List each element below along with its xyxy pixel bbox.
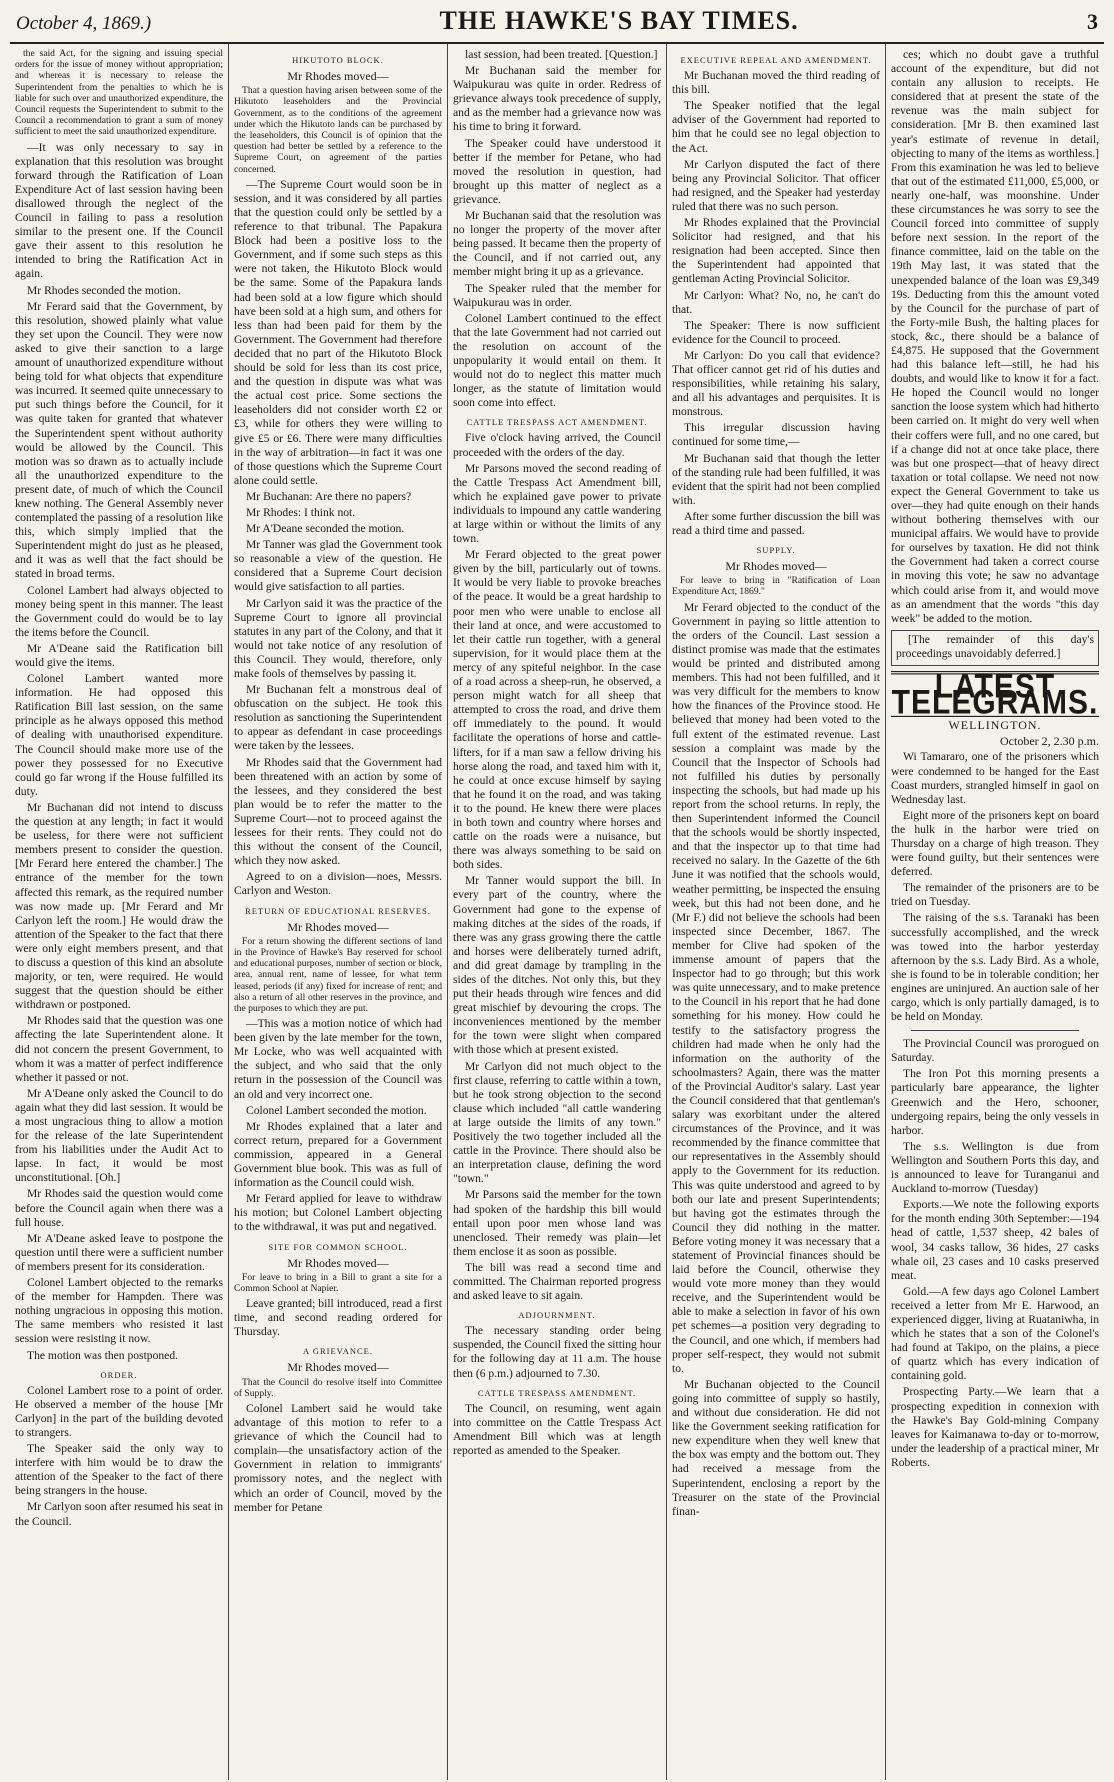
column-4: [667, 44, 886, 1780]
paragraph: Mr Carlyon soon after resumed his seat in the Council.: [15, 1500, 223, 1528]
paragraph: Mr Rhodes said that the question was one affecting the late Superintendent alone. It did not concern the present Government, to whom it was a matter of perfect indifference whether it passed or not.: [15, 1014, 223, 1084]
news-item: The Iron Pot this morning presents a particularly bare appearance, the lighter Greenwich and the Hero, schooner, undergoing repairs, being the only vessels in harbor.: [891, 1067, 1099, 1137]
paragraph: Mr Buchanan said that though the letter of the standing rule had been fulfilled, it was evident that the spirit had not been complied with.: [672, 451, 880, 507]
motion-text: That the Council do resolve itself into Committee of Supply.: [234, 1376, 442, 1399]
paragraph: Colonel Lambert rose to a point of order. He observed a member of the house [Mr Carlyon] in the part of the building devoted to strangers.: [15, 1383, 223, 1439]
deferred-notice: [891, 630, 1099, 666]
paragraph: The motion was then postponed.: [27, 1348, 179, 1362]
paragraph: Mr Buchanan: Are there no papers?: [246, 489, 412, 503]
news-item: Prospecting Party.—We learn that a prospecting expedition in connexion with the Hawke's Bay Gold-mining Company leaves for Kaimanawa to-day or to-morrow, under the leadership of a practical miner, Mr Roberts.: [891, 1385, 1099, 1469]
paragraph: Mr Tanner was glad the Government took so reasonable a view of the question. He considered that a Supreme Court decision would give satisfaction to all parties.: [234, 538, 442, 594]
paragraph: Mr A'Deane seconded the motion.: [246, 522, 405, 536]
paragraph: This irregular discussion having continued for some time,—: [672, 421, 880, 449]
paragraph: Mr Parsons moved the second reading of the Cattle Trespass Act Amendment bill, which he explained gave power to private individuals to impound any cattle wandering at large within or without the limits of any town.: [453, 461, 661, 546]
paragraph: Colonel Lambert objected to the remarks of the member for Hampden. There was nothing ungracious in opposing this motion. The same members who resisted it last session were resisting it now.: [15, 1276, 223, 1346]
column-2: [229, 44, 448, 1780]
paragraph: Mr Buchanan did not intend to discuss the question at any length; in fact it would be useless, for there were not sufficient members present to consider the question. [Mr Ferard here entered the chamber.] The entrance of the member for the town affected this remark, as the required number was now made up. [Mr Ferard and Mr Carlyon left the room.] He would draw the attention of the Speaker to the fact that there were only eight members present, and that to discuss a question of this kind an absolute majority, or ten, were required. He would suggest that the question should be either withdrawn or postponed.: [15, 800, 223, 1012]
news-item: Gold.—A few days ago Colonel Lambert received a letter from Mr E. Harwood, an experienced digger, living at Ruataniwha, in which he states that a son of the Colonel's had found at Takipo, on the plains, a piece of quartz which has every indication of containing gold.: [891, 1284, 1099, 1383]
paragraph: Mr A'Deane asked leave to postpone the question until there were a sufficient number of members present for its consideration.: [15, 1231, 223, 1273]
paragraph: Colonel Lambert said he would take advantage of this motion to refer to a grievance of which the Council had to complain—the unsatisfactory action of the Government in relation to immigrants' promissory notes, and the neglect with which an order of Council, moved by the member for Petane: [234, 1401, 442, 1514]
mover-line: Mr Rhodes moved—: [287, 1255, 389, 1270]
section-heading: HIKUTOTO BLOCK.: [292, 55, 384, 65]
paragraph: Colonel Lambert seconded the motion.: [246, 1103, 427, 1117]
paragraph: Five o'clock having arrived, the Council proceeded with the orders of the day.: [453, 431, 661, 459]
paragraph: Mr Carlyon: What? No, no, he can't do that.: [672, 288, 880, 316]
paragraph: Mr Rhodes explained that the Provincial Solicitor had resigned, and that his resignation had been accepted. Since then the Superintendent had appointed that gentleman Acting Provincial Solicitor.: [672, 216, 880, 286]
paragraph: Mr Ferard objected to the conduct of the Government in paying so little attention to the orders of the Council. Last session a distinct promise was made that the estimates would be printed and distributed among members. This had not been fulfilled, and it was very difficult for the members to know how the finances of the Province stood. He believed that money had been voted to the full extent of the estimated revenue. Last session a complaint was made by the Council that the Inspector of Schools had not fulfilled his duties by personally inspecting the schools, but had made up his report from the school returns. In reply, the then Superintendent informed the Council that the schools would be shortly inspected, and that the inspector up to that time had received no salary. In the Gazette of the 6th June it was notified that the schools would, weather permitting, be inspected the ensuing week, but this had not been done, and he (Mr F.) did not believe the schools had been inspected since December, 1867. The member for Clive had spoken of the immense amount of papers that the Inspector had to go through; but this work was quite unnecessary, and to make pretence to the Council in his report that he had done something for his money. How could he testify to the satisfactory progress the children had made when he only had the information on the authority of the schoolmasters? Again, there was the matter of the Provincial Auditor's salary. Last year the Council considered that that gentleman's salary was exorbitant under the altered circumstances of the Province, and it was recommended by the finance committee that our representatives in the Assembly should apply to the Government for its reduction. This was quite understood and agreed to by both our late and present Superintendents; but having got the estimates through the Council they did nothing in the matter. Before voting money it was necessary that a statement of Provincial finances should be laid before the Council, otherwise they would vote more money than they would receive, and the Superintendent would be able to make a selection in favor of his own pet schemes—a position very degrading to the Council, and one which, if members had proper self-respect, they would not submit to.: [672, 600, 880, 1375]
paragraph: The Speaker could have understood it better if the member for Petane, who had moved the resolution in question, had brought up this matter of neglect as a grievance.: [453, 136, 661, 206]
paragraph: The Speaker said the only way to interfere with him would be to draw the attention of the Speaker to the fact of there being strangers in the house.: [15, 1442, 223, 1498]
issue-date: October 4, 1869.): [16, 13, 152, 34]
telegram-dateline: October 2, 2.30 p.m.: [1000, 734, 1099, 749]
paragraph: The bill was read a second time and committed. The Chairman reported progress and asked leave to sit again.: [453, 1260, 661, 1303]
telegram-item: Eight more of the prisoners kept on board the hulk in the harbor were tried on Thursday on a charge of high treason. They were found guilty, but their sentences were deferred.: [891, 808, 1099, 879]
paragraph: Mr Parsons said the member for the town had spoken of the hardship this bill would entail upon poor men whose land was unenclosed. Their remedy was plain—let them enclose it as soon as possible.: [453, 1188, 661, 1258]
paragraph: Mr Rhodes said the question would come before the Council again when there was a full house.: [15, 1187, 223, 1229]
paragraph: Colonel Lambert had always objected to money being spent in this manner. The least the Government could do would be to lay the items before the Council.: [15, 583, 223, 639]
paragraph: Mr Rhodes seconded the motion.: [27, 283, 181, 297]
paragraph: Mr Tanner would support the bill. In every part of the country, where the Government had gone to the expense of making ditches at the sides of the roads, if there was any grass growing there the cattle and horses were deliberately turned adrift, and did great damage by trampling in the sides of the ditches. Not only this, but they put their heads through wire fences and did great mischief by devouring the crops. The inconveniences mentioned by the member for the town were slight when compared with those which at present existed.: [453, 874, 661, 1057]
mover-line: Mr Rhodes moved—: [287, 919, 389, 934]
motion-text: That a question having arisen between some of the Hikutoto leaseholders and the Provincial Government, as to the conditions of the agreement under which the Hikutoto lands can be purchased by the leaseholders, this Council is of opinion that the question had better be settled by a reference to the Supreme Court, on agreement of the parties concerned.: [234, 85, 442, 175]
section-heading: SITE FOR COMMON SCHOOL.: [268, 1241, 408, 1252]
paragraph: Mr Ferard said that the Government, by this resolution, showed plainly what value they set upon the Council. They were now asked to give their sanction to a large amount of unauthorized expenditure without being told for what objects that expenditure was incurred. It seemed quite unnecessary to put such things before the Council, for it was quite taken for granted that whatever the Superintendent spent without authority would be allowed by the Council. This motion was so drawn as to actually include all the unauthorized expenditure to the present date, of much of which the Council knew nothing. The General Assembly never contemplated the passing of a resolution like this, which simply implied that the Superintendent might do just as he pleased, and it was as well that the fact should be stated in broad terms.: [15, 299, 223, 581]
paragraph: Mr Buchanan said that the resolution was no longer the property of the mover after being passed. It became then the property of the Council, and if not carried out, any member might bring it up as a grievance.: [453, 209, 661, 279]
divider: [911, 1030, 1079, 1031]
column-1: [10, 44, 229, 1780]
paragraph: Mr Rhodes said that the Government had been threatened with an action by some of the lessees, and they considered the best plan would be to refer the matter to the Supreme Court—not to proceed against the lessees for their rents. They could not do this without the consent of the Council, which they now asked.: [234, 755, 442, 868]
section-heading: EXECUTIVE REPEAL AND AMENDMENT.: [680, 55, 872, 65]
masthead: [10, 6, 1104, 44]
newspaper-title: THE HAWKE'S BAY TIMES.: [439, 6, 799, 35]
paragraph: Mr Buchanan said the member for Waipukurau was quite in order. Redress of grievance always took precedence of supply, and as the member had a grievance now was his time to bring it forward.: [453, 64, 661, 134]
paragraph: Leave granted; bill introduced, read a first time, and second reading ordered for Thursday.: [234, 1297, 442, 1339]
news-item: The Provincial Council was prorogued on Saturday.: [891, 1037, 1099, 1065]
paragraph: Mr Rhodes: I think not.: [246, 505, 356, 519]
telegram-place: WELLINGTON.: [948, 718, 1042, 733]
paragraph: The Speaker notified that the legal adviser of the Government had reported to him that he could see no legal objection to the Act.: [672, 99, 880, 155]
section-heading: RETURN OF EDUCATIONAL RESERVES.: [245, 905, 431, 916]
motion-text: For leave to bring in "Ratification of Loan Expenditure Act, 1869.": [672, 575, 880, 598]
paragraph: Mr Carlyon did not much object to the first clause, referring to cattle within a town, but he took strong objection to the second clause which included "all cattle wandering at large outside the limits of any town." Positively the two together included all the cattle in the Province. There should also be an interpretation clause, defining the word "town.": [453, 1059, 661, 1186]
telegrams-heading: LATEST TELEGRAMS.: [891, 667, 1099, 722]
column-5: [886, 44, 1104, 1780]
paragraph: After some further discussion the bill was read a third time and passed.: [672, 509, 880, 537]
paragraph: The Speaker ruled that the member for Waipukurau was in order.: [453, 281, 661, 309]
motion-text: For leave to bring in a Bill to grant a site for a Common School at Napier.: [234, 1271, 442, 1294]
section-heading: A GRIEVANCE.: [303, 1346, 373, 1357]
paragraph: —It was only necessary to say in explanation that this resolution was brought forward through the Ratification of Loan Expenditure Act of last session having been disallowed through the neglect of the Council in failing to pass a resolution similar to the present one. If the Council gave their assent to this resolution he intended to bring the Ratification Act in again.: [15, 140, 223, 281]
paragraph: Mr A'Deane said the Ratification bill would give the items.: [15, 641, 223, 669]
columns: [10, 44, 1104, 1780]
paragraph: Colonel Lambert wanted more information. He had opposed this Ratification Bill last session, on the same principle as he always opposed this method of dealing with unauthorised expenditure. The Council should make more use of the power they possessed for no Executive could go far wrong if the House fulfilled its duty.: [15, 672, 223, 798]
telegram-item: The remainder of the prisoners are to be tried on Tuesday.: [891, 881, 1099, 909]
paragraph: ces; which no doubt gave a truthful account of the expenditure, but did not contain any allusion to receipts. He considered that at present the state of the revenue was the main subject for consideration. [Mr B. then examined last year's estimate of revenue in detail, objecting to many of the items as worthless.] From this examination he was led to believe that out of the estimated £11,000, £5,000, or nearly one-half, was moonshine. Under these circumstances he was sorry to see the Council forced into committee of supply before next session. In the report of the finance committee, laid on the table on the 19th May last, it was stated that the unexpended balance of the loan was £9,349 19s. Deducting from this the amount voted by the Council for the purchase of part of the Forty-mile Bush, the halting places for stock, &c., there should be a balance of £4,875. He supposed that the Government had this balance left—still, he had his doubts, and would like to know it for a fact. He hoped the Council would no longer sanction the loose system which had hitherto been carried on. It might do very well when their coffers were full, and no one cared, but if a change did not at once take place, there was but one prospect—that of heavy direct taxation or total collapse. We need not now expect the General Government to take us over—they had quite enough on their hands without bothering themselves with our municipal affairs. We would have to provide for ourselves by taxation. He did not think the Government had taken a correct course in moving this vote; he saw no advantage which could arise from it, and would move as an amendment that the words "this day week" be added to the motion.: [891, 48, 1100, 625]
paragraph: Mr Carlyon: Do you call that evidence? That officer cannot get rid of his duties and responsibilities, while retaining his salary, and all his advantages and perquisites. It is monstrous.: [672, 348, 880, 419]
news-item: Exports.—We note the following exports for the month ending 30th September:—194 head of cattle, 1,537 sheep, 42 bales of wool, 34 casks tallow, 36 hides, 27 casks whale oil, 23 cases and 10 casks preserved meat.: [891, 1198, 1099, 1282]
section-heading: SUPPLY.: [756, 545, 796, 556]
paragraph: The necessary standing order being suspended, the Council fixed the sitting hour for the following day at 11 a.m. The house then (6 p.m.) adjourned to 7.30.: [453, 1324, 661, 1380]
paragraph: Mr A'Deane only asked the Council to do again what they did last session. It would be a most ungracious thing to allow a motion for the release of the late Superintendent from his liabilities under the Audit Act to lapse. In fact, it would be most unconstitutional. [Oh.]: [15, 1086, 223, 1185]
paragraph: Agreed to on a division—noes, Messrs. Carlyon and Weston.: [234, 870, 442, 898]
resolution-text: the said Act, for the signing and issuing special orders for the issue of money without appropriation; and whereas it is necessary to release the Superintendent from the penalties to which he is liable for such over and unauthorized expenditure, the Council requests the Superintendent to submit to the Council a recommendation to grant a sum of money sufficient to meet the said unauthorized expenditure.: [15, 48, 223, 138]
paragraph: [The remainder of this day's proceedings unavoidably deferred.]: [896, 632, 1094, 660]
column-3: [448, 44, 667, 1780]
mover-line: Mr Rhodes moved—: [287, 1360, 389, 1375]
section-heading: CATTLE TRESPASS AMENDMENT.: [477, 1387, 637, 1398]
motion-text: For a return showing the different sections of land in the Province of Hawke's Bay reserved for school and educational purposes, number of section or block, area, annual rent, name of lessee, for what term leased, periods (if any) fixed for increase of rent; and also a return of all other reserves in the province, and the purposes to which they are put.: [234, 935, 442, 1014]
mover-line: Mr Rhodes moved—: [287, 69, 389, 84]
paragraph: Mr Buchanan objected to the Council going into committee of supply so hastily, and without due consideration. He did not like the Government seeking ratification for new expenditure when they well knew that the box was empty and the bottom out. They had received a message from the Superintendent, enclosing a report by the Treasurer on the state of the Provincial finan-: [672, 1377, 880, 1518]
paragraph: Mr Buchanan moved the third reading of this bill.: [672, 69, 880, 97]
paragraph: The Council, on resuming, went again into committee on the Cattle Trespass Act Amendment Bill which was at length reported as amended to the Speaker.: [453, 1401, 661, 1457]
section-heading: ADJOURNMENT.: [518, 1310, 596, 1321]
telegram-item: The raising of the s.s. Taranaki has been successfully accomplished, and the wreck was towed into the harbor yesterday afternoon by the s.s. Lady Bird. As a whole, she is found to be in tolerable condition; her engines are uninjured. An auction sale of her cargo, which is only partially damaged, is to be held on Monday.: [891, 911, 1099, 1024]
paragraph: Mr Ferard objected to the great power given by the bill, particularly out of towns. It would be very liable to provoke breaches of the peace. It would be a great hardship to poor men who were unable to enclose all their land at once, and were accustomed to let their cattle run together, with a general supervision, for it would place them at the mercy of any spiteful neighbor. In the case of a road across a sheep-run, he observed, a person might watch for all sheep that attempted to cross the road, and drive them off immediately to the pound. It would facilitate the operations of horse and cattle-lifters, for if a man saw a fellow driving his horse along the road, and taxed him with it, he could at once excuse himself by saying that he found it on the road, and was taking it to the pound. He knew there were places in both town and country where horses and cattle on the roads were a nuisance, but there was always something to be said on both sides.: [453, 548, 661, 872]
page-number: 3: [1087, 9, 1098, 34]
paragraph: Colonel Lambert continued to the effect that the late Government had not carried out the resolution on account of the unpopularity it would entail on them. It would not do to neglect this matter much longer, as the statute of limitation would soon come into effect.: [453, 311, 661, 410]
telegram-item: Wi Tamararo, one of the prisoners which were condemned to be hanged for the East Coast murders, strangled himself in gaol on Wednesday last.: [891, 750, 1099, 806]
paragraph: Mr Carlyon said it was the practice of the Supreme Court to ignore all provincial statutes in any part of the Colony, and that it would not take notice of any resolution of this Council. They would, therefore, only make fools of themselves by passing it.: [234, 596, 442, 680]
paragraph: —The Supreme Court would soon be in session, and it was considered by all parties that the question could only be settled by a reference to that tribunal. The Papakura Block had been a positive loss to the Government, and if some such steps as this were not taken, the Hikutoto Block would be the same. Some of the Papakura lands had been sold at a low figure which should have been sold at a high sum, and others for less than had been paid for them by the Government. The Government had therefore decided that no part of the Hikutoto Block should be sold for less than its cost price, and the question in dispute was what was the actual cost price. Some sections the leaseholders did not consider worth £2 or £3, while for others they were willing to give £5 or £6. There were many difficulties in the way of arbitration—in fact it was one of those questions which the Supreme Court alone could settle.: [234, 177, 442, 487]
paragraph: The Speaker: There is now sufficient evidence for the Council to proceed.: [672, 318, 880, 346]
paragraph: Mr Buchanan felt a monstrous deal of obfuscation on the subject. He took this resolution as sanctioning the Superintendent to appear as defendant in case proceedings were taken by the lessees.: [234, 683, 442, 753]
paragraph: Mr Carlyon disputed the fact of there being any Provincial Solicitor. That officer had resigned, and the Speaker had yesterday ruled that there was no such person.: [672, 157, 880, 213]
paragraph: last session, had been treated. [Question.]: [465, 48, 658, 61]
paragraph: —This was a motion notice of which had been given by the late member for the town, Mr Locke, who was well acquainted with the subject, and who said that the only return in the possession of the Council was an old and very incorrect one.: [234, 1017, 442, 1101]
paragraph: Mr Rhodes explained that a later and correct return, prepared for a Government commission, appeared in a General Government blue book. This was as full of information as the Council could wish.: [234, 1119, 442, 1190]
mover-line: Mr Rhodes moved—: [725, 559, 827, 574]
news-item: The s.s. Wellington is due from Wellington and Southern Ports this day, and is announced to leave for Turanganui and Auckland to-morrow (Tuesday): [891, 1139, 1099, 1196]
section-heading: CATTLE TRESPASS ACT AMENDMENT.: [466, 417, 648, 428]
section-heading: ORDER.: [100, 1369, 138, 1380]
paragraph: Mr Ferard applied for leave to withdraw his motion; but Colonel Lambert objecting to the withdrawal, it was put and negatived.: [234, 1192, 442, 1234]
